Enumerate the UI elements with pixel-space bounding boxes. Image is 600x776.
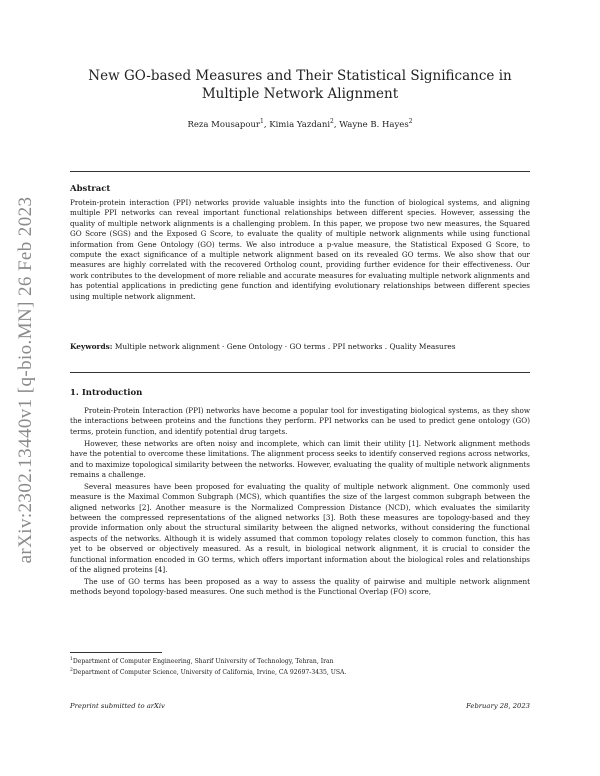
abstract-bottom-rule — [70, 372, 530, 373]
author-affiliation: 2 — [408, 118, 413, 125]
arxiv-side-stamp — [6, 160, 46, 600]
keywords — [70, 342, 530, 352]
author-name: Kimia Yazdani — [269, 119, 331, 130]
footnote: $^2$Department of Computer Science, University of California, Irvine, CA 92697-3435, USA. — [70, 667, 347, 676]
footer-preprint-note: Preprint submitted to arXiv — [70, 702, 165, 710]
section-heading-introduction: 1. Introduction — [70, 388, 143, 398]
author-affiliation: 2 — [330, 118, 334, 125]
footer-date: February 28, 2023 — [466, 702, 530, 710]
footnote: $^1$Department of Computer Engineering, Sharif University of Technology, Tehran, Iran — [70, 657, 334, 666]
paragraph: Several measures have been proposed for evaluating the quality of multiple network alignment. One commonly used measure is the Maximal Common Subgraph (MCS), which quantifies the size of the largest common subgraph between the aligned networks [2]. Another measure is the Normalized Compression Distance (NCD), which evaluates the similarity between the compressed representations of the aligned networks [3]. Both these measures are topology-based and they provide information only about the structural similarity between the aligned networks, without considering the functional aspects of the networks. Although it is widely assumed that common topology relates closely to common function, this has yet to be observed or objectively measured. As a result, in biological network alignment, it is crucial to consider the functional information encoded in GO terms, which offers important information about the biological roles and relationships of the aligned proteins [4]. — [70, 481, 530, 575]
author-list: Reza Mousapour$^1$, Kimia Yazdani$^2$, Wayne B. Hayes$^2$ — [187, 118, 413, 130]
paragraph: However, these networks are often noisy and incomplete, which can limit their utility [1]. Network alignment methods have the potential to overcome these limitations. The alignment process seeks to identify conserved regions across networks, and to maximize topological similarity between the networks. However, evaluating the quality of multiple network alignments remains a challenge. — [70, 438, 530, 479]
author-name: Reza Mousapour — [187, 119, 260, 130]
author-affiliation: 1 — [259, 118, 264, 125]
paragraph: The use of GO terms has been proposed as a way to assess the quality of pairwise and multiple network alignment methods beyond topology-based measures. One such method is the Functional Overlap (FO) score, — [70, 577, 530, 597]
introduction-body — [70, 406, 530, 599]
author-name: Wayne B. Hayes — [339, 119, 409, 130]
paragraph: Protein-Protein Interaction (PPI) networks have become a popular tool for investigating biological systems, as they show the interactions between proteins and the functions they perform. PPI networks can be used to predict gene ontology (GO) terms, protein function, and identify potential drug targets. — [70, 406, 530, 436]
keywords-text: Multiple network alignment · Gene Ontology · GO terms . PPI networks . Quality Measures — [114, 342, 456, 351]
footnote-rule — [70, 652, 162, 653]
abstract-heading: Abstract — [70, 184, 111, 194]
arxiv-identifier: arXiv:2302.13440v1 [q-bio.MN] 26 Feb 2023 — [15, 196, 36, 564]
abstract-text: Protein-protein interaction (PPI) networks provide valuable insights into the function of biological systems, and aligning multiple PPI networks can reveal important functional relationships between different species. However, assessing the quality of multiple network alignments is a challenging problem. In this paper, we propose two new measures, the Squared GO Score (SGS) and the Exposed G Score, to evaluate the quality of multiple network alignments while using functional information from Gene Ontology (GO) terms. We also introduce a p-value measure, the Statistical Exposed G Score, to compute the exact significance of a multiple network alignment based on its revealed GO terms. We also show that our measures are highly correlated with the recovered Ortholog count, providing further evidence for their effectiveness. Our work contributes to the development of more reliable and accurate measures for evaluating multiple network alignments and has potential applications in predicting gene function and identifying evolutionary relationships between different species using multiple network alignment. — [70, 198, 530, 301]
abstract-top-rule — [70, 171, 530, 172]
footnotes — [70, 656, 530, 677]
paper-title: New GO-based Measures and Their Statistical Significance in Multiple Network Alignment — [88, 68, 512, 102]
keywords-label: Keywords: — [70, 342, 113, 351]
